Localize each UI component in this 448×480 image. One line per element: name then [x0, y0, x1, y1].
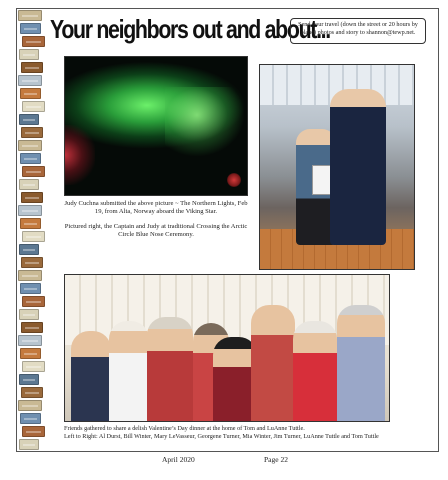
book-spine [19, 179, 39, 190]
person-figure [109, 321, 149, 421]
book-spine [18, 270, 42, 281]
book-spine [21, 387, 43, 398]
book-spine [19, 49, 39, 60]
book-spine [22, 166, 45, 177]
book-spine [19, 244, 39, 255]
book-spine [20, 88, 41, 99]
page-title: Your neighbors out and about... [50, 14, 330, 44]
ship-light [65, 125, 95, 185]
aurora-caption [64, 200, 248, 246]
group-names-line: Left to Right: Al Durst, Bill Winter, Mary LeVasseur, Georgene Turner, Mia Winter, Jim Turner, LuAnne Tuttle and Tom Tuttle [64, 433, 379, 440]
red-light [227, 173, 241, 187]
aurora-caption-line: Judy Cuchna submitted the above picture ~ The Northern Lights, Feb 19, from Alta, Norway aboard the Viking Star. [64, 200, 248, 216]
book-spine [20, 413, 41, 424]
book-spine [22, 296, 45, 307]
book-spine [18, 205, 42, 216]
person-figure [71, 331, 111, 421]
book-spine [22, 361, 45, 372]
book-spine [18, 10, 42, 21]
captain-and-judy-photo [259, 64, 415, 270]
book-spine [22, 101, 45, 112]
book-spine [21, 257, 43, 268]
person-figure [251, 305, 295, 421]
book-spine [19, 114, 39, 125]
travel-submission-note: Send your travel (down the street or 20 hours by plane) photos and story to shannon@tewp.net. [290, 18, 426, 44]
book-spine [22, 36, 45, 47]
captain-figure [330, 89, 386, 245]
book-spine [19, 309, 39, 320]
book-spine [21, 192, 43, 203]
book-spine [22, 426, 45, 437]
book-spine [21, 62, 43, 73]
group-photo-caption [64, 425, 424, 441]
northern-lights-photo [64, 56, 248, 196]
book-spine [20, 23, 41, 34]
ceremony-caption-line: Pictured right, the Captain and Judy at traditional Crossing the Arctic Circle Blue Nose Ceremony. [64, 222, 248, 239]
book-spine [21, 322, 43, 333]
book-spine [20, 283, 41, 294]
book-spine [21, 127, 43, 138]
book-spine [20, 348, 41, 359]
book-spine [19, 374, 39, 385]
aurora-glow [165, 87, 245, 157]
page-number: Page 22 [264, 455, 288, 464]
book-spine [18, 400, 42, 411]
issue-date: April 2020 [162, 455, 195, 464]
person-figure [337, 305, 385, 421]
group-caption-line: Friends gathered to share a delish Valentine’s Day dinner at the home of Tom and LuAnne Tuttle. [64, 425, 305, 432]
book-spine [18, 75, 42, 86]
bookshelf-border [18, 10, 48, 450]
book-spine [20, 153, 41, 164]
book-spine [19, 439, 39, 450]
person-figure [147, 317, 193, 421]
book-spine [18, 140, 42, 151]
book-spine [20, 218, 41, 229]
book-spine [22, 231, 45, 242]
valentines-dinner-photo [64, 274, 390, 422]
book-spine [18, 335, 42, 346]
person-figure [293, 321, 337, 421]
